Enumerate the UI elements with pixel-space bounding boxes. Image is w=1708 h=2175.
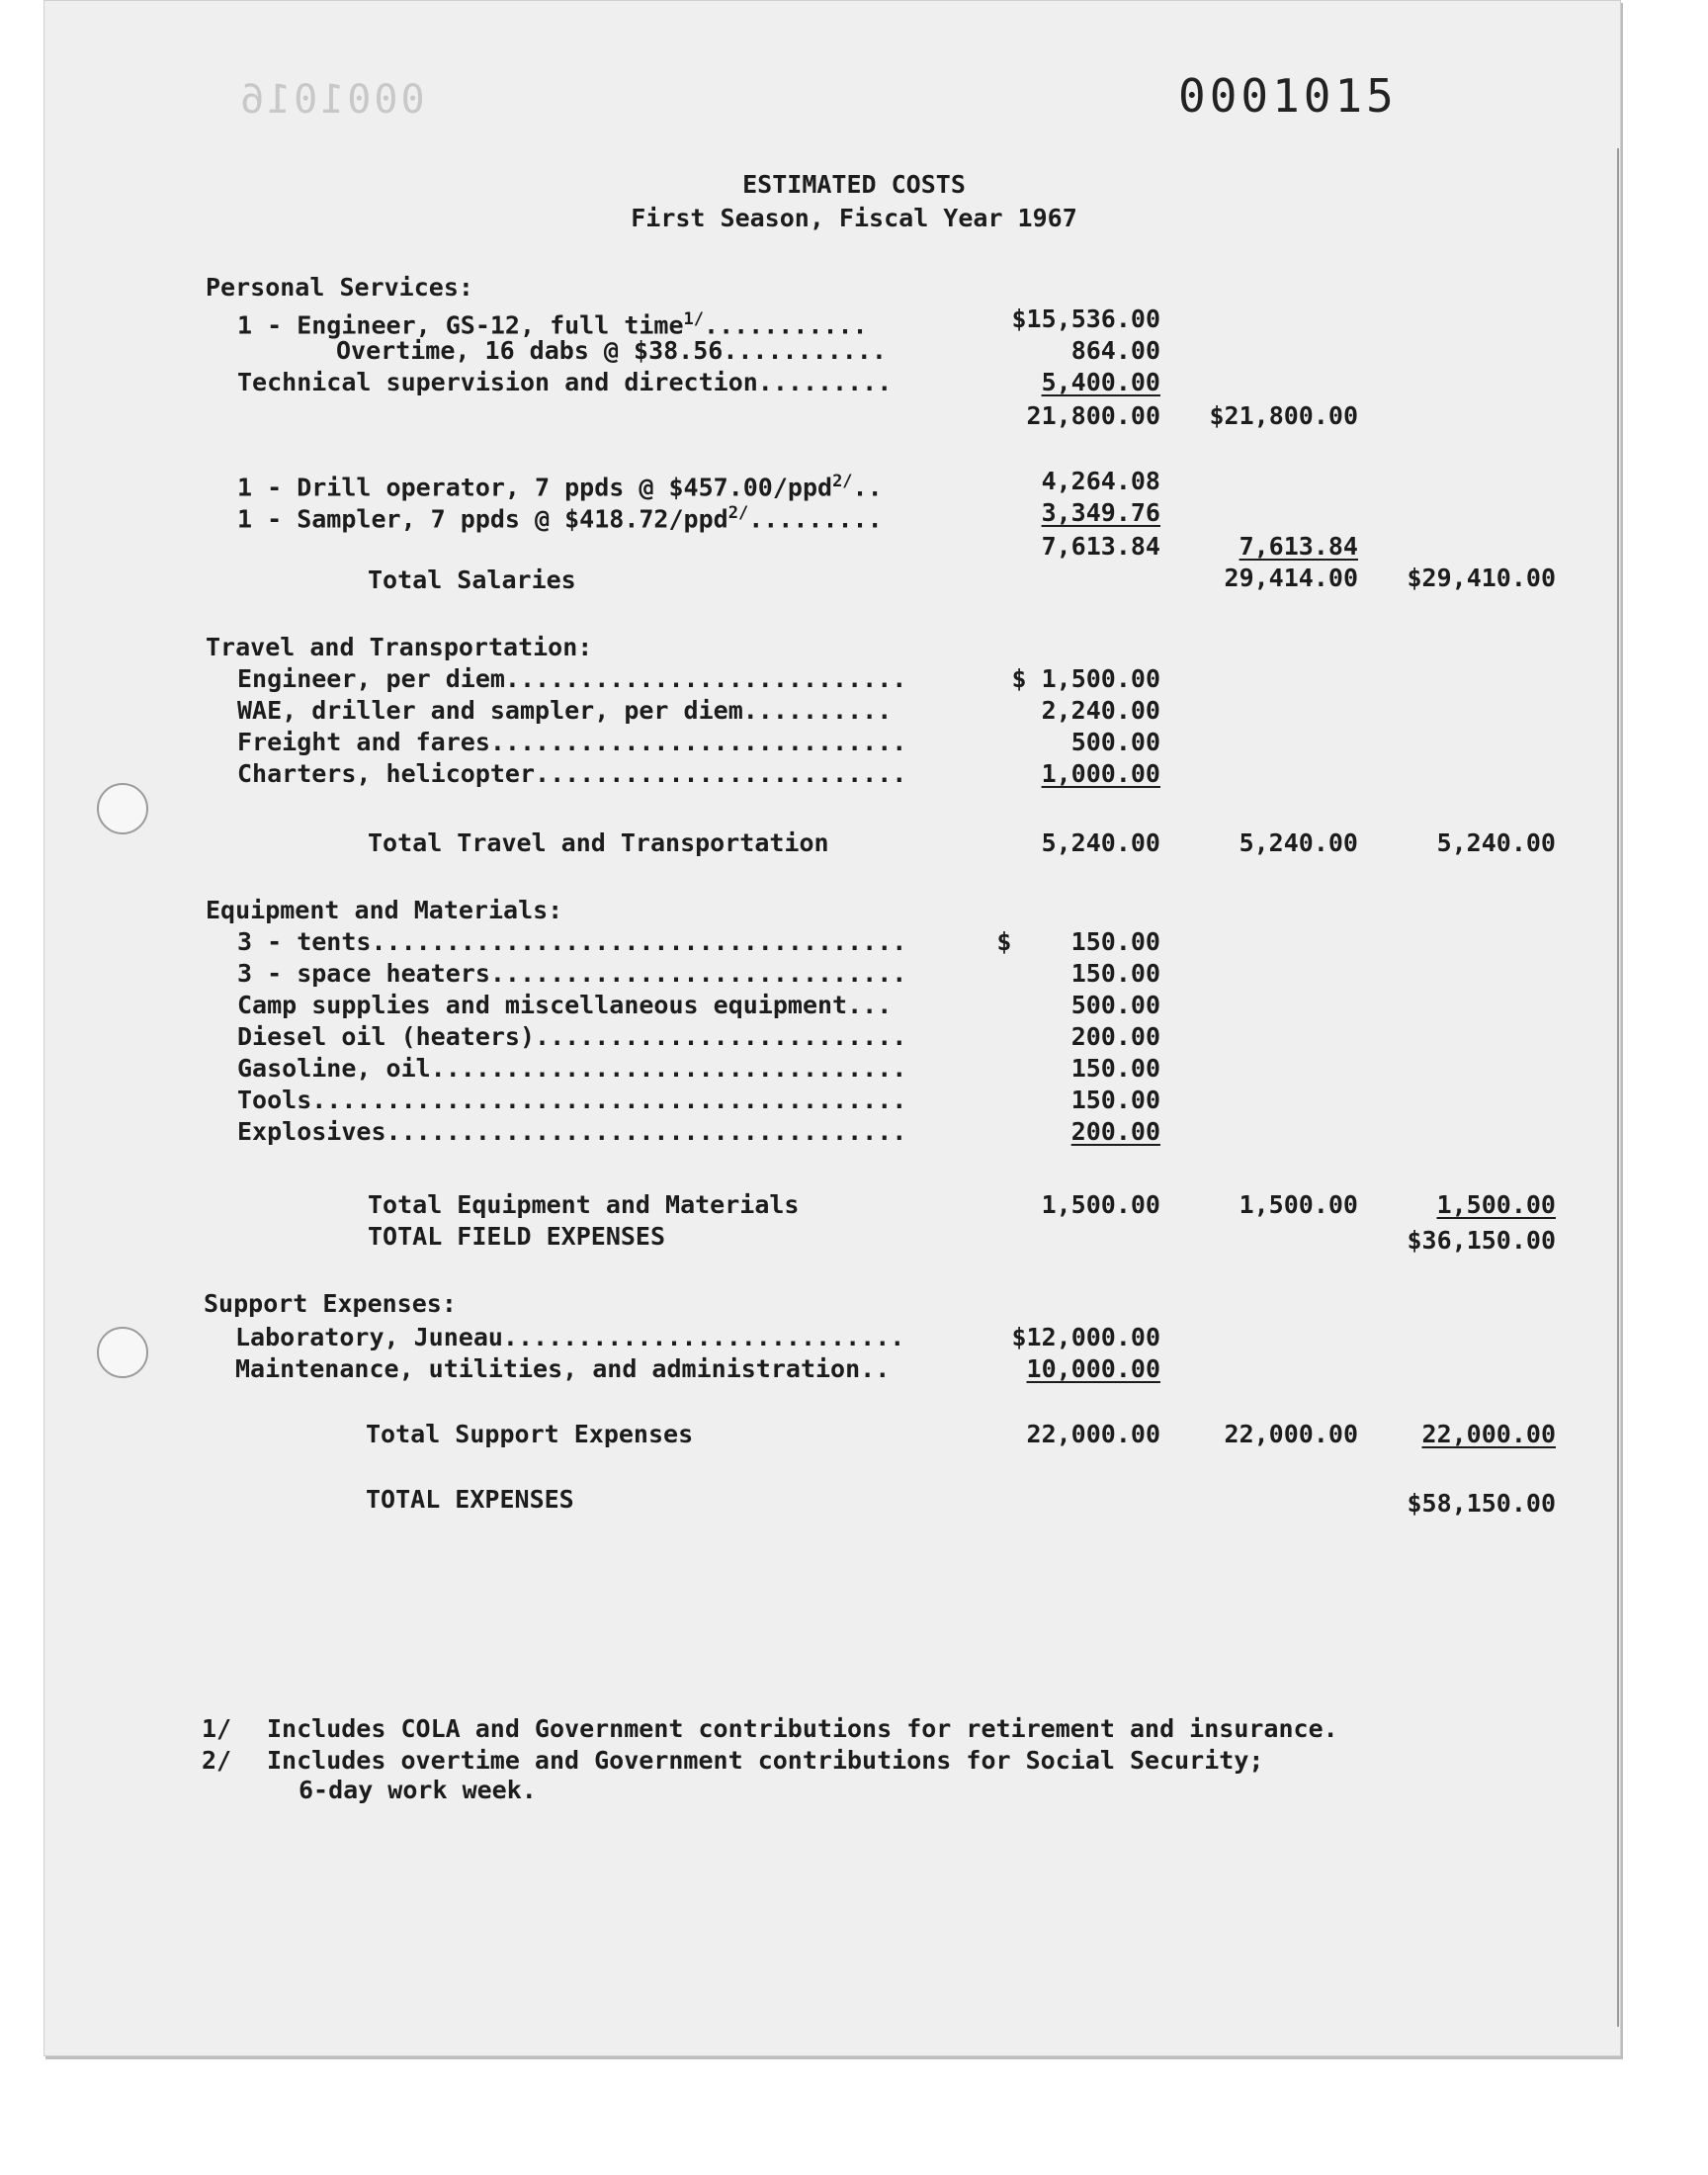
- amount-overtime: 864.00: [1070, 336, 1160, 365]
- footnote-text-continued: 6-day work week.: [299, 1776, 537, 1804]
- equipment-amount: 150.00: [1070, 959, 1160, 988]
- equipment-item: Gasoline, oil................................: [237, 1054, 907, 1083]
- punch-hole-top: [97, 783, 148, 834]
- travel-amount: 1,000.00: [1041, 759, 1160, 788]
- equipment-item: Tools........................................: [237, 1086, 907, 1114]
- total-support-col1: 22,000.00: [1026, 1420, 1160, 1448]
- leader-dots: .........: [748, 504, 883, 534]
- subtotal2-col1: 7,613.84: [1041, 532, 1160, 561]
- total-salaries-col2: 29,414.00: [1224, 564, 1358, 592]
- total-support-label: Total Support Expenses: [366, 1420, 694, 1448]
- footnote-ref: 2/: [832, 472, 853, 491]
- section-heading-support: Support Expenses:: [204, 1289, 457, 1318]
- subtotal-col1: 21,800.00: [1026, 401, 1160, 430]
- support-item: Laboratory, Juneau...........................: [235, 1323, 905, 1351]
- equipment-item: Camp supplies and miscellaneous equipment...: [237, 991, 893, 1019]
- equipment-item: Explosives...................................: [237, 1117, 907, 1146]
- page-title: ESTIMATED COSTS: [742, 170, 966, 199]
- travel-amount: 2,240.00: [1041, 696, 1160, 725]
- total-equipment-col2: 1,500.00: [1238, 1190, 1358, 1219]
- support-item: Maintenance, utilities, and administration..: [235, 1354, 891, 1383]
- line-item-engineer: [237, 304, 868, 340]
- line-item-label: 1 - Sampler, 7 ppds @ $418.72/ppd: [237, 504, 728, 534]
- total-equipment-col3: 1,500.00: [1436, 1190, 1556, 1219]
- footnote-mark: 1/: [202, 1714, 232, 1743]
- subtotal2-col2: 7,613.84: [1238, 532, 1358, 561]
- total-support-col2: 22,000.00: [1224, 1420, 1358, 1448]
- total-field-expenses-amount: $36,150.00: [1407, 1226, 1556, 1255]
- line-item-label: 1 - Engineer, GS-12, full time: [237, 310, 684, 340]
- amount-technical: 5,400.00: [1041, 368, 1160, 396]
- document-number: 0001015: [1178, 69, 1398, 123]
- equipment-amount: $ 150.00: [996, 927, 1160, 956]
- footnote-ref: 2/: [727, 503, 749, 523]
- equipment-amount: 500.00: [1070, 991, 1160, 1019]
- section-heading-personal: Personal Services:: [206, 273, 473, 302]
- total-travel-col3: 5,240.00: [1436, 828, 1556, 857]
- total-equipment-col1: 1,500.00: [1041, 1190, 1160, 1219]
- leader-dots: ..: [852, 473, 883, 502]
- line-item-drill: [237, 467, 883, 502]
- faint-bleedthrough-number: 0001016: [237, 77, 425, 123]
- travel-item: Freight and fares............................: [237, 728, 907, 756]
- page-subtitle: First Season, Fiscal Year 1967: [631, 204, 1077, 232]
- equipment-amount: 150.00: [1070, 1086, 1160, 1114]
- support-amount: 10,000.00: [1026, 1354, 1160, 1383]
- equipment-amount: 200.00: [1070, 1022, 1160, 1051]
- total-field-expenses-label: TOTAL FIELD EXPENSES: [368, 1222, 666, 1251]
- punch-hole-bottom: [97, 1327, 148, 1378]
- leader-dots: ...........: [704, 310, 868, 340]
- total-support-col3: 22,000.00: [1421, 1420, 1556, 1448]
- subtotal-col2: $21,800.00: [1209, 401, 1358, 430]
- line-item-label: 1 - Drill operator, 7 ppds @ $457.00/ppd: [237, 473, 833, 502]
- footnote-text: Includes COLA and Government contributions for retirement and insurance.: [267, 1714, 1338, 1743]
- footnote-ref: 1/: [683, 309, 705, 329]
- total-travel-label: Total Travel and Transportation: [368, 828, 829, 857]
- footnote-mark: 2/: [202, 1746, 232, 1775]
- total-travel-col2: 5,240.00: [1238, 828, 1358, 857]
- total-salaries-col3: $29,410.00: [1407, 564, 1556, 592]
- line-item-sampler: [237, 498, 883, 534]
- line-item-technical: Technical supervision and direction.........: [237, 368, 893, 396]
- total-expenses-amount: $58,150.00: [1407, 1489, 1556, 1518]
- footnote-text: Includes overtime and Government contributions for Social Security;: [267, 1746, 1264, 1775]
- total-expenses-label: TOTAL EXPENSES: [366, 1485, 574, 1514]
- travel-item: Charters, helicopter.........................: [237, 759, 907, 788]
- support-amount: $12,000.00: [1011, 1323, 1160, 1351]
- total-salaries-label: Total Salaries: [368, 566, 576, 594]
- travel-item: Engineer, per diem...........................: [237, 664, 907, 693]
- section-heading-equipment: Equipment and Materials:: [206, 896, 563, 924]
- travel-item: WAE, driller and sampler, per diem..........: [237, 696, 893, 725]
- equipment-amount: 200.00: [1070, 1117, 1160, 1146]
- equipment-amount: 150.00: [1070, 1054, 1160, 1083]
- amount-drill: 4,264.08: [1041, 467, 1160, 495]
- travel-amount: $ 1,500.00: [1011, 664, 1160, 693]
- total-travel-col1: 5,240.00: [1041, 828, 1160, 857]
- page-edge: [1617, 148, 1619, 2027]
- equipment-item: 3 - space heaters............................: [237, 959, 907, 988]
- equipment-item: 3 - tents....................................: [237, 927, 907, 956]
- section-heading-travel: Travel and Transportation:: [206, 633, 593, 661]
- equipment-item: Diesel oil (heaters).........................: [237, 1022, 907, 1051]
- total-equipment-label: Total Equipment and Materials: [368, 1190, 800, 1219]
- amount-engineer: $15,536.00: [1011, 304, 1160, 333]
- line-item-overtime: Overtime, 16 dabs @ $38.56...........: [336, 336, 887, 365]
- travel-amount: 500.00: [1070, 728, 1160, 756]
- amount-sampler: 3,349.76: [1041, 498, 1160, 527]
